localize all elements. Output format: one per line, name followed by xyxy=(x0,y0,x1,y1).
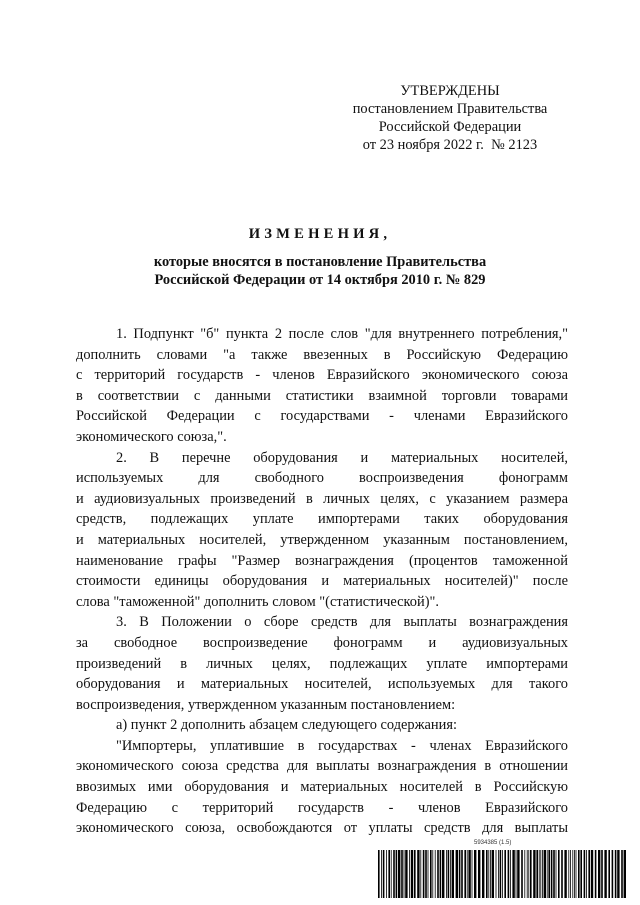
barcode-bar xyxy=(524,850,525,898)
barcode-bar xyxy=(595,850,597,898)
barcode-bar xyxy=(446,850,447,898)
barcode-bar xyxy=(488,850,489,898)
barcode-block xyxy=(378,840,626,900)
barcode-bar xyxy=(508,850,510,898)
barcode-bar xyxy=(472,850,473,898)
barcode-bar xyxy=(498,850,499,898)
barcode-bar xyxy=(617,850,619,898)
barcode-bar xyxy=(556,850,557,898)
barcode-bar xyxy=(539,850,540,898)
paragraph-line: "Импортеры, уплатившие в государствах - членах Евразийского xyxy=(116,737,568,754)
barcode-image xyxy=(378,850,626,898)
barcode-bar xyxy=(386,850,387,898)
barcode-bar xyxy=(528,850,529,898)
barcode-bar xyxy=(432,850,433,898)
barcode-bar xyxy=(409,850,410,898)
paragraph-line: и аудиовизуальных произведений в личных целях, с указанием размера xyxy=(76,490,568,507)
barcode-bar xyxy=(580,850,582,898)
paragraph-line: слова "таможенной" дополнить словом "(статистической)". xyxy=(76,593,439,610)
paragraph-line: экономического союза,". xyxy=(76,428,227,445)
barcode-bar xyxy=(420,850,421,898)
barcode-bar xyxy=(601,850,603,898)
barcode-bar xyxy=(621,850,623,898)
barcode-bar xyxy=(544,850,546,898)
paragraph-line: 3. В Положении о сборе средств для выплаты вознаграждения xyxy=(116,614,568,631)
barcode-bar xyxy=(568,850,569,898)
barcode-bar xyxy=(490,850,491,898)
barcode-bar xyxy=(414,850,416,898)
barcode-bar xyxy=(461,850,463,898)
paragraph-line: средств, подлежащих уплате импортерами таких оборудования xyxy=(76,511,568,528)
paragraph-line: с территорий государств - членов Евразийского экономического союза xyxy=(76,367,568,384)
barcode-bar xyxy=(542,850,543,898)
barcode-bar xyxy=(464,850,466,898)
barcode-bar xyxy=(450,850,451,898)
barcode-bar xyxy=(435,850,436,898)
barcode-bar xyxy=(401,850,403,898)
barcode-bar xyxy=(398,850,400,898)
paragraph-line: экономического союза средства для выплаты вознаграждения в отношении xyxy=(76,758,568,775)
paragraph-line: 1. Подпункт "б" пункта 2 после слов "для внутреннего потребления," xyxy=(116,326,568,342)
barcode-bar xyxy=(510,850,511,898)
barcode-bar xyxy=(405,850,407,898)
barcode-bar xyxy=(561,850,563,898)
paragraph-line: экономического союза, освобождаются от уплаты средств для выплаты xyxy=(76,820,568,837)
barcode-bar xyxy=(591,850,593,898)
barcode-bar xyxy=(396,850,398,898)
barcode-bar xyxy=(586,850,587,898)
barcode-bar xyxy=(393,850,395,898)
paragraph xyxy=(76,324,568,448)
barcode-bar xyxy=(558,850,560,898)
barcode-bar xyxy=(430,850,432,898)
approval-line-3: Российской Федерации xyxy=(378,119,522,135)
paragraph-line: оборудования и материальных носителей, используемых для такого xyxy=(76,676,568,693)
barcode-bar xyxy=(615,850,617,898)
barcode-bar xyxy=(428,850,429,898)
barcode-bar xyxy=(456,850,458,898)
barcode-bar xyxy=(584,850,586,898)
approval-heading: УТВЕРЖДЕНЫ xyxy=(400,83,500,99)
barcode-number: 5934385 (1.5) xyxy=(474,840,512,846)
subtitle-line-2: Российской Федерации от 14 октября 2010 г. № 829 xyxy=(154,272,486,288)
barcode-bar xyxy=(547,850,548,898)
paragraph xyxy=(76,715,568,736)
paragraph-line: за свободное воспроизведение фонограмм и аудиовизуальных xyxy=(76,634,568,651)
barcode-bar xyxy=(530,850,532,898)
barcode-bar xyxy=(391,850,392,898)
barcode-bar xyxy=(527,850,528,898)
barcode-bar xyxy=(459,850,461,898)
barcode-bar xyxy=(502,850,503,898)
approval-block xyxy=(330,82,570,154)
barcode-bar xyxy=(504,850,506,898)
barcode-bar xyxy=(536,850,538,898)
barcode-bar xyxy=(564,850,566,898)
barcode-bar xyxy=(578,850,580,898)
barcode-bar xyxy=(383,850,385,898)
barcode-bar xyxy=(500,850,502,898)
document-body xyxy=(76,324,568,839)
barcode-bar xyxy=(388,850,390,898)
barcode-bar xyxy=(496,850,497,898)
barcode-bar xyxy=(478,850,480,898)
barcode-bar xyxy=(598,850,600,898)
paragraph xyxy=(76,612,568,715)
paragraph-line: используемых для свободного воспроизведения фонограмм xyxy=(76,470,568,487)
paragraph-line: и материальных носителей, утвержденном указанным постановлением, xyxy=(76,531,568,548)
barcode-bar xyxy=(378,850,380,898)
paragraph-line: Федерацию с территорий государств - членов Евразийского xyxy=(76,799,568,816)
barcode-bar xyxy=(604,850,606,898)
barcode-bar xyxy=(612,850,614,898)
barcode-bar xyxy=(548,850,550,898)
barcode-bar xyxy=(492,850,494,898)
approval-line-2: постановлением Правительства xyxy=(352,101,548,117)
paragraph-line: наименование графы "Размер вознаграждения (процентов таможенной xyxy=(76,552,568,569)
approval-date-number: от 23 ноября 2022 г. № 2123 xyxy=(362,137,538,153)
barcode-bar xyxy=(404,850,405,898)
paragraph-line: дополнить словами "а также ввезенных в Российскую Федерацию xyxy=(76,346,568,363)
barcode-bar xyxy=(551,850,553,898)
paragraph-line: ввозимых ими оборудования и материальных носителей в Российскую xyxy=(76,779,568,796)
barcode-bar xyxy=(440,850,442,898)
paragraph xyxy=(76,736,568,839)
paragraph-line: а) пункт 2 дополнить абзацем следующего содержания: xyxy=(116,717,457,734)
barcode-bar xyxy=(588,850,590,898)
paragraph-line: стоимости единицы оборудования и материальных носителей)" после xyxy=(76,573,568,590)
barcode-bar xyxy=(423,850,425,898)
barcode-bar xyxy=(517,850,519,898)
paragraph-line: в соответствии с данными статистики взаимной торговли товарами xyxy=(76,387,568,404)
barcode-bar xyxy=(512,850,514,898)
paragraph-line: произведений в личных целях, подлежащих уплате импортерами xyxy=(76,655,568,672)
subtitle-line-1: которые вносятся в постановление Правительства xyxy=(153,254,487,270)
barcode-bar xyxy=(442,850,444,898)
barcode-bar xyxy=(608,850,610,898)
barcode-bar xyxy=(540,850,541,898)
barcode-bar xyxy=(437,850,439,898)
barcode-bar xyxy=(572,850,573,898)
barcode-bar xyxy=(516,850,517,898)
barcode-bar xyxy=(574,850,575,898)
barcode-bar xyxy=(467,850,468,898)
barcode-bar xyxy=(411,850,413,898)
barcode-bar xyxy=(576,850,577,898)
barcode-bar xyxy=(417,850,419,898)
barcode-bar xyxy=(521,850,523,898)
barcode-bar xyxy=(553,850,555,898)
barcode-bar xyxy=(474,850,476,898)
barcode-bar xyxy=(533,850,535,898)
barcode-bar xyxy=(570,850,571,898)
paragraph-line: воспроизведения, утвержденном указанным постановлением: xyxy=(76,696,456,713)
barcode-bar xyxy=(486,850,488,898)
paragraph xyxy=(76,448,568,613)
paragraph-line: Российской Федерации с государствами - членами Евразийского xyxy=(76,408,568,425)
barcode-bar xyxy=(448,850,450,898)
paragraph-line: 2. В перечне оборудования и материальных носителей, xyxy=(116,449,568,466)
barcode-bar xyxy=(482,850,484,898)
document-title: ИЗМЕНЕНИЯ, xyxy=(248,226,392,242)
barcode-bar xyxy=(452,850,454,898)
document-subtitle xyxy=(0,253,640,289)
barcode-bar xyxy=(624,850,626,898)
barcode-bar xyxy=(381,850,382,898)
barcode-bar xyxy=(468,850,470,898)
barcode-bar xyxy=(425,850,427,898)
